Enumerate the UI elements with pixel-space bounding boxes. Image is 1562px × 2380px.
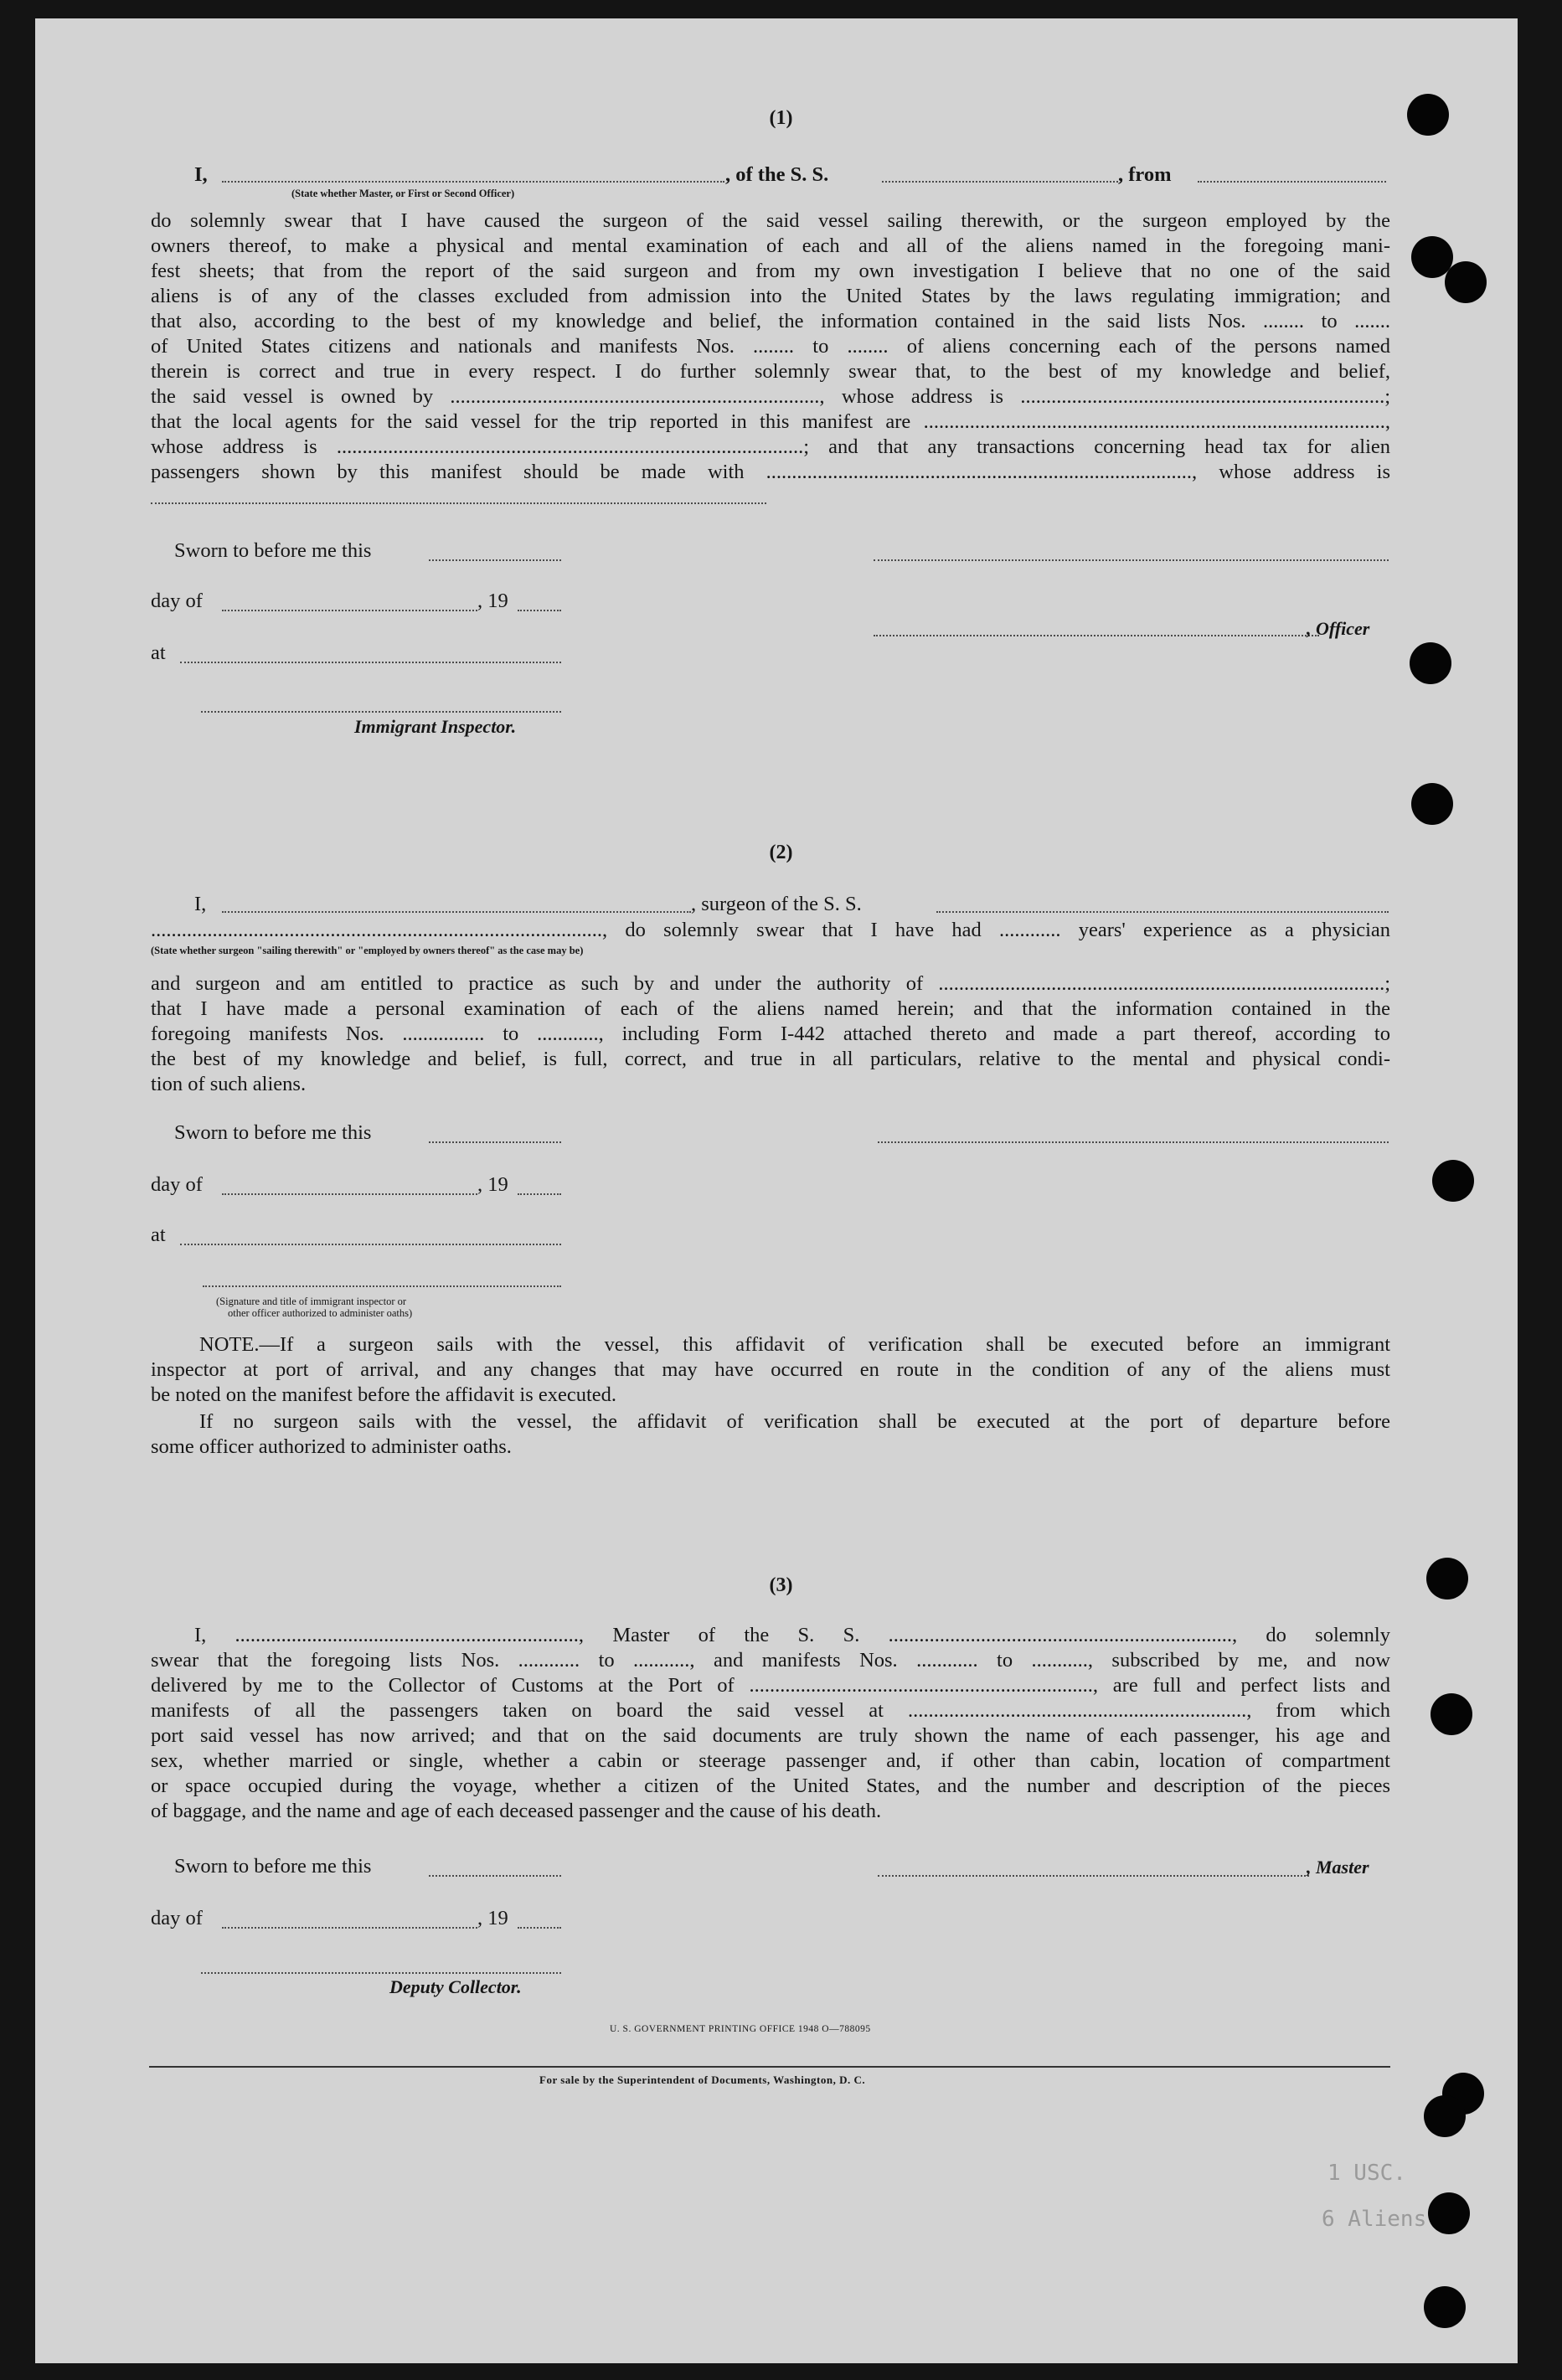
sworn-day-field[interactable]: [429, 559, 561, 561]
section-3-text-line: sex, whether married or single, whether a cabin or steerage passenger and, if other than cabin, location of compartment: [151, 1749, 1390, 1772]
section-1-text-line: that also, according to the best of my knowledge and belief, the information contained in the said lists Nos. ........ to .......: [151, 310, 1390, 332]
officer-line-1[interactable]: [874, 559, 1389, 561]
bleed-through-mark: 1 USC.: [1327, 2161, 1406, 2186]
from-port-field[interactable]: [1198, 181, 1386, 183]
section-3-text-line: delivered by me to the Collector of Customs at the Port of ..................................................................., are full and perfect lists and: [151, 1674, 1390, 1697]
sworn-label: Sworn to before me this: [174, 539, 372, 562]
sworn-label: Sworn to before me this: [174, 1121, 372, 1144]
section-1-text-line: whose address is ...........................................................................................; and that any transactions concerning head tax for alien: [151, 435, 1390, 458]
year-label: , 19: [477, 590, 508, 612]
punch-hole: [1424, 2095, 1466, 2137]
vessel-label: , of the S. S.: [725, 163, 829, 186]
section-1-text-line: the said vessel is owned by ........................................................................, whose address is .......................................................................;: [151, 385, 1390, 408]
surgeon-note-line: NOTE.—If a surgeon sails with the vessel, this affidavit of verification shall be executed before an immigrant: [199, 1333, 1390, 1356]
year-field[interactable]: [518, 610, 561, 611]
surgeon-vessel-field[interactable]: [936, 911, 1389, 913]
inspector-signature-field[interactable]: [201, 711, 561, 713]
section-3-text-line: I, ..................................................................., Master of the S. S. ..................................................................., do solemnly: [194, 1624, 1390, 1646]
section-2-text-line: tion of such aliens.: [151, 1073, 307, 1095]
sworn-day-field[interactable]: [429, 1141, 561, 1143]
at-label: at: [151, 1223, 166, 1246]
officer-signature-field[interactable]: [874, 635, 1319, 636]
section-1-text-line: passengers shown by this manifest should be made with ..................................................................................., whose address is: [151, 461, 1390, 483]
month-field[interactable]: [222, 1927, 477, 1929]
bleed-through-mark: 6 Aliens: [1322, 2207, 1427, 2232]
section-2-text-line: ........................................................................................, do solemnly swear that I have had ............ years' experience as a physician: [151, 919, 1390, 941]
year-label: , 19: [477, 1173, 508, 1196]
printing-office-imprint: U. S. GOVERNMENT PRINTING OFFICE 1948 O—788095: [610, 2024, 871, 2034]
punch-hole: [1411, 783, 1453, 825]
deputy-collector-title: Deputy Collector.: [389, 1976, 522, 1997]
punch-hole: [1432, 1160, 1474, 1202]
sworn-label: Sworn to before me this: [174, 1855, 372, 1878]
section-2-number: (2): [769, 842, 793, 863]
footer-rule: [149, 2066, 1390, 2068]
punch-hole: [1410, 642, 1451, 684]
punch-hole: [1424, 2286, 1466, 2328]
section-1-text-line: aliens is of any of the classes excluded from admission into the United States by the laws regulating immigration; and: [151, 285, 1390, 307]
for-sale-notice: For sale by the Superintendent of Documents, Washington, D. C.: [539, 2073, 866, 2086]
sworn-day-field[interactable]: [429, 1875, 561, 1877]
year-field[interactable]: [518, 1927, 561, 1929]
surgeon-note-line: some officer authorized to administer oaths.: [151, 1435, 512, 1458]
surgeon-note-line: be noted on the manifest before the affidavit is executed.: [151, 1383, 617, 1406]
surgeon-name-field[interactable]: [222, 911, 691, 913]
officer-rank-note: (State whether Master, or First or Second Officer): [291, 188, 515, 199]
master-signature-field[interactable]: [878, 1875, 1309, 1877]
oath-pronoun: I,: [194, 893, 207, 915]
at-label: at: [151, 641, 166, 664]
deputy-signature-field[interactable]: [201, 1972, 561, 1974]
punch-hole: [1445, 261, 1487, 303]
inspector-signature-field[interactable]: [203, 1285, 561, 1287]
section-2-text-line: foregoing manifests Nos. ................ to ............, including Form I-442 attached thereto and made a part thereof, according to: [151, 1023, 1390, 1045]
section-3-text-line: or space occupied during the voyage, whether a citizen of the United States, and the number and description of the pieces: [151, 1775, 1390, 1797]
section-2-text-line: that I have made a personal examination of each of the aliens named herein; and that the information contained in the: [151, 997, 1390, 1020]
year-label: , 19: [477, 1907, 508, 1929]
month-field[interactable]: [222, 1193, 477, 1195]
section-3-text-line: port said vessel has now arrived; and that on the said documents are truly shown the name of each passenger, his age and: [151, 1724, 1390, 1747]
punch-hole: [1428, 2192, 1470, 2234]
day-of-label: day of: [151, 1173, 203, 1196]
oath-pronoun: I,: [194, 163, 208, 186]
section-2-text-line: and surgeon and am entitled to practice as such by and under the authority of .......................................................................................;: [151, 972, 1390, 995]
at-place-field[interactable]: [180, 662, 561, 663]
master-or-officer-field[interactable]: [222, 181, 724, 183]
section-1-text-line: therein is correct and true in every respect. I do further solemnly swear that, to the best of my knowledge and belief,: [151, 360, 1390, 383]
section-1-text-line: that the local agents for the said vessel for the trip reported in this manifest are ..........................................................................................,: [151, 410, 1390, 433]
surgeon-note-line: If no surgeon sails with the vessel, the affidavit of verification shall be executed at the port of departure before: [199, 1410, 1390, 1433]
from-label: , from: [1118, 163, 1172, 186]
section-1-text-line: owners thereof, to make a physical and mental examination of each and all of the aliens named in the foregoing mani-: [151, 234, 1390, 257]
section-1-text-line: do solemnly swear that I have caused the surgeon of the said vessel sailing therewith, or the surgeon employed by the: [151, 209, 1390, 232]
day-of-label: day of: [151, 590, 203, 612]
vessel-name-field[interactable]: [882, 181, 1118, 183]
signature-title-note: (Signature and title of immigrant inspector or: [216, 1296, 407, 1307]
section-1-number: (1): [769, 107, 793, 129]
section-3-text-line: swear that the foregoing lists Nos. ............ to ..........., and manifests Nos. ............ to ..........., subscribed by me, and now: [151, 1649, 1390, 1672]
section-3-text-line: of baggage, and the name and age of each deceased passenger and the cause of his death.: [151, 1800, 882, 1822]
month-field[interactable]: [222, 610, 477, 611]
year-field[interactable]: [518, 1193, 561, 1195]
day-of-label: day of: [151, 1907, 203, 1929]
section-2-text-line: the best of my knowledge and belief, is full, correct, and true in all particulars, relative to the mental and physical condi-: [151, 1048, 1390, 1070]
punch-hole: [1431, 1693, 1472, 1735]
signature-title-note: other officer authorized to administer oaths): [228, 1307, 413, 1319]
head-tax-address-field[interactable]: [151, 502, 766, 504]
section-3-number: (3): [769, 1574, 793, 1596]
officer-title: , Officer: [1307, 618, 1370, 639]
surgeon-vessel-label: , surgeon of the S. S.: [691, 893, 862, 915]
section-1-text-line: fest sheets; that from the report of the said surgeon and from my own investigation I believe that no one of the said: [151, 260, 1390, 282]
at-place-field[interactable]: [180, 1244, 561, 1245]
master-title: , Master: [1307, 1857, 1369, 1878]
section-3-text-line: manifests of all the passengers taken on board the said vessel at .................................................................., from which: [151, 1699, 1390, 1722]
surgeon-signature-field[interactable]: [878, 1141, 1389, 1143]
surgeon-note-line: inspector at port of arrival, and any changes that may have occurred en route in the condition of any of the aliens must: [151, 1358, 1390, 1381]
immigrant-inspector-title: Immigrant Inspector.: [354, 716, 517, 737]
surgeon-status-note: (State whether surgeon "sailing therewith" or "employed by owners thereof" as the case may be): [151, 945, 584, 956]
section-1-text-line: of United States citizens and nationals and manifests Nos. ........ to ........ of aliens concerning each of the persons named: [151, 335, 1390, 358]
